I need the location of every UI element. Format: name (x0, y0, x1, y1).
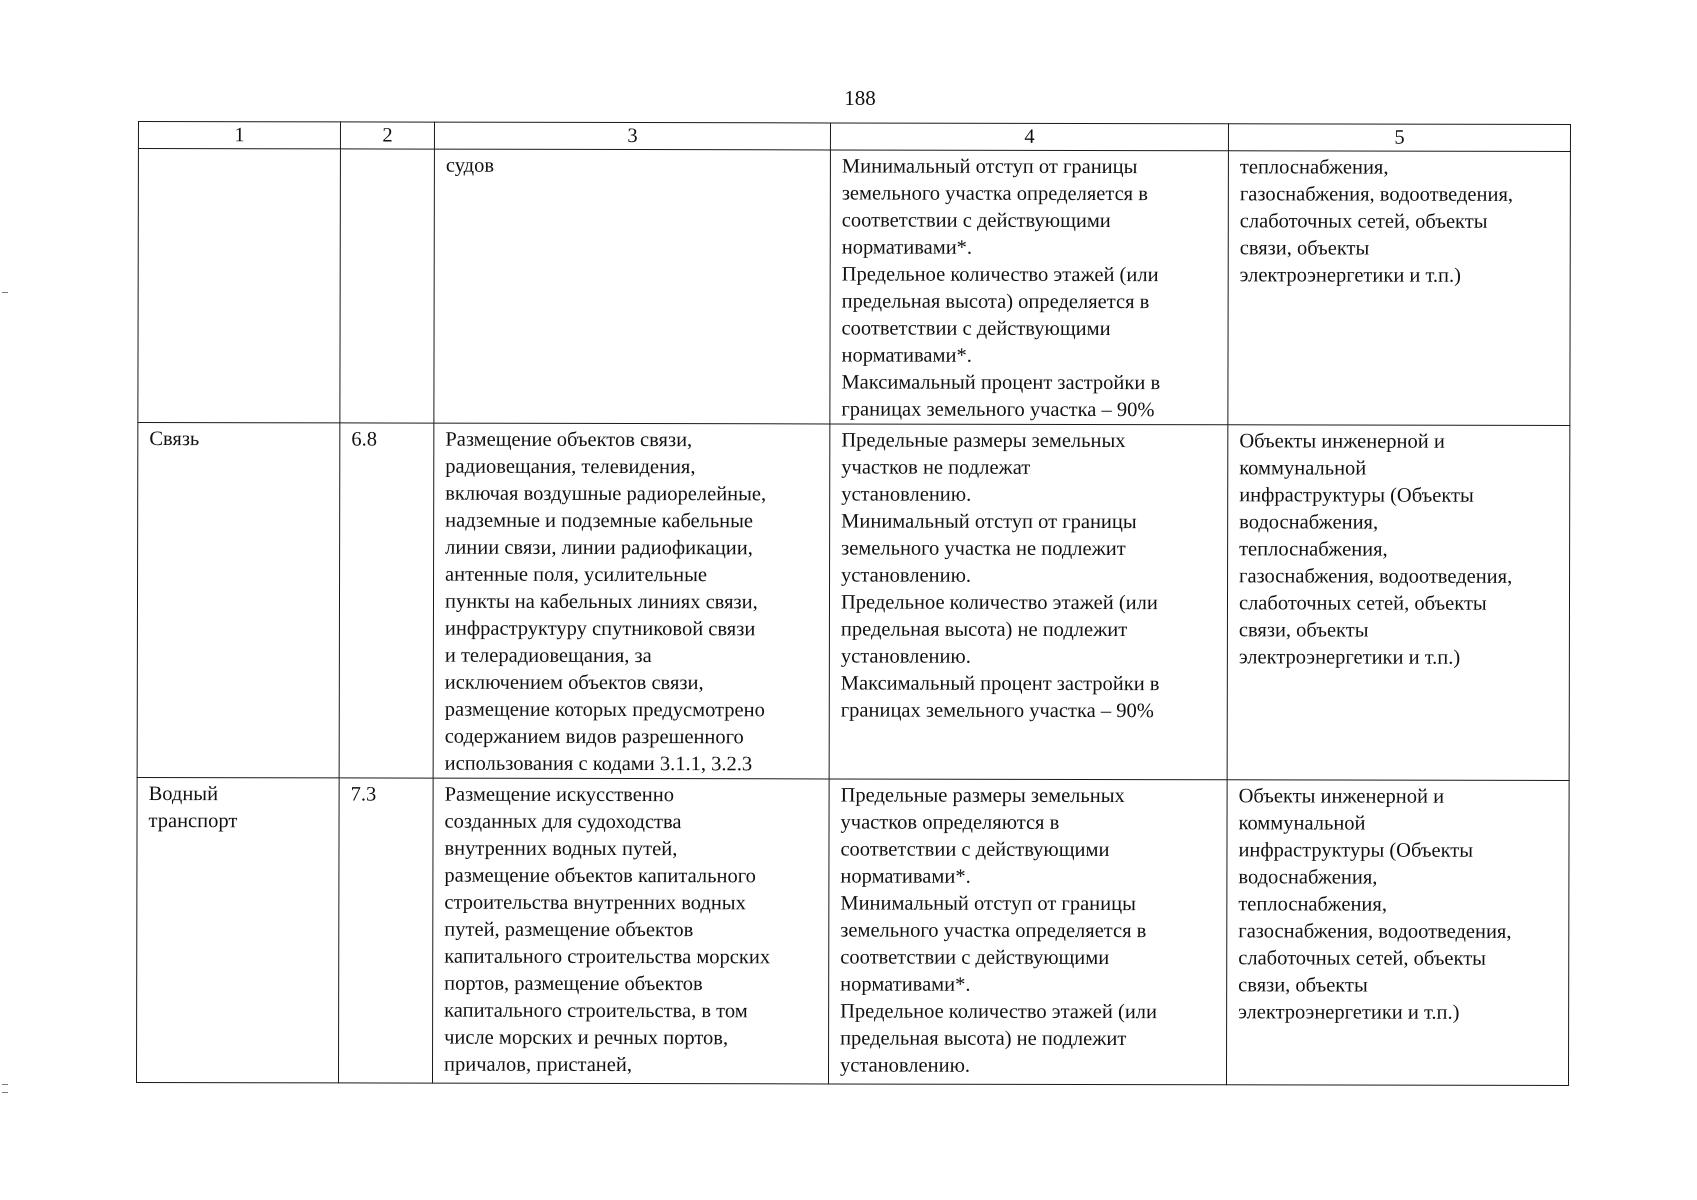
cell-text-line: земельного участка определяется в (841, 182, 1148, 206)
cell-text-line: инфраструктуры (Объекты (1239, 484, 1474, 507)
cell-text-line: слаботочных сетей, объекты (1239, 210, 1488, 233)
use-type-cell (138, 149, 341, 423)
cell-text-line: слаботочных сетей, объекты (1238, 947, 1486, 970)
cell-text-line: участков определяются в (840, 811, 1060, 834)
cell-text-line: Максимальный процент застройки в (841, 371, 1161, 395)
scan-artifact (2, 1084, 8, 1085)
description-cell (434, 149, 831, 424)
cell-text-line: связи, объекты (1238, 974, 1368, 997)
cell-text-line: надземные и подземные кабельные (445, 509, 754, 533)
cell-text-line: нормативами*. (841, 344, 972, 367)
table-row (138, 149, 1571, 426)
cell-text-line: соответствии с действующими (840, 838, 1110, 862)
column-number-2: 2 (340, 122, 434, 149)
cell-text-line: земельного участка определяется в (840, 919, 1147, 943)
cell-text-line: числе морских и речных портов, (444, 1026, 729, 1050)
table-row (136, 777, 1569, 1085)
cell-text-line: созданных для судоходства (444, 810, 682, 834)
column-number-4: 4 (830, 123, 1228, 151)
cell-text-line: содержанием видов разрешенного (444, 725, 744, 749)
cell-text-line: теплоснабжения, (1239, 156, 1389, 179)
cell-text-line: участков не подлежат (841, 456, 1031, 479)
cell-text-line: внутренних водных путей, (444, 837, 678, 861)
land-use-table (136, 121, 1571, 1086)
parameters-cell (828, 779, 1227, 1085)
cell-text-line: Водный (148, 783, 219, 806)
cell-text-line: инфраструктуры (Объекты (1238, 839, 1474, 862)
cell-text-line: теплоснабжения, (1238, 893, 1387, 916)
cell-text-line: связи, объекты (1238, 619, 1369, 642)
cell-text-line: коммунальной (1239, 457, 1367, 480)
cell-text-line: причалов, пристаней, (444, 1053, 633, 1077)
cell-text-line: нормативами*. (841, 236, 973, 259)
cell-text-line: границах земельного участка – 90% (840, 699, 1154, 723)
cell-text-line: соответствии с действующими (841, 317, 1111, 341)
cell-text-line: линии связи, линии радиофикации, (445, 536, 753, 560)
cell-text-line: Предельное количество этажей (или (840, 591, 1158, 615)
cell-text-line: Предельные размеры земельных (841, 429, 1126, 453)
cell-text-line: капитального строительства морских (444, 945, 771, 969)
table-body (136, 149, 1570, 1086)
cell-text-line: использования с кодами 3.1.1, 3.2.3 (444, 752, 753, 776)
use-type-cell (137, 423, 340, 778)
cell-text-line: установлению. (840, 1054, 971, 1077)
cell-text-line: судов (445, 154, 495, 177)
column-number-5: 5 (1228, 124, 1570, 152)
cell-text-line: Связь (149, 428, 200, 451)
cell-text-line: Минимальный отступ от границы (841, 155, 1138, 179)
cell-text-line: электроэнергетики и т.п.) (1239, 264, 1462, 287)
cell-text-line: размещение объектов капитального (444, 864, 756, 888)
auxiliary-uses-cell (1227, 425, 1570, 781)
cell-text-line: Предельное количество этажей (или (841, 263, 1159, 287)
code-cell (339, 423, 434, 778)
cell-text-line: транспорт (148, 810, 238, 833)
cell-text-line: Максимальный процент застройки в (840, 672, 1160, 696)
cell-text-line: нормативами*. (840, 973, 971, 996)
cell-text-line: соответствии с действующими (840, 946, 1110, 970)
header-row (138, 122, 1570, 152)
table-row (137, 423, 1570, 781)
cell-text-line: теплоснабжения, (1239, 538, 1388, 561)
scan-artifact (2, 292, 8, 293)
cell-text-line: нормативами*. (840, 865, 971, 888)
cell-text-line: газоснабжения, водоотведения, (1238, 920, 1512, 943)
cell-text-line: радиовещания, телевидения, (445, 455, 696, 479)
cell-text-line: установлению. (840, 645, 971, 668)
cell-text-line: капитального строительства, в том (444, 999, 748, 1023)
auxiliary-uses-cell (1226, 780, 1569, 1086)
scan-artifact (2, 1092, 8, 1093)
cell-text-line: исключением объектов связи, (444, 671, 704, 695)
cell-text-line: инфраструктуру спутниковой связи (444, 617, 756, 641)
page-number: 188 (844, 86, 876, 110)
cell-text-line: соответствии с действующими (841, 209, 1111, 233)
column-number-3: 3 (434, 122, 830, 150)
cell-text-line: Объекты инженерной и (1238, 785, 1445, 808)
cell-text-line: портов, размещение объектов (444, 972, 703, 996)
cell-text-line: строительства внутренних водных (444, 891, 746, 915)
description-cell (433, 423, 830, 779)
use-type-cell (136, 777, 339, 1082)
cell-text-line: Минимальный отступ от границы (841, 510, 1137, 534)
description-cell (432, 778, 829, 1084)
cell-text-line: 6.8 (351, 428, 377, 451)
cell-text-line: предельная высота) не подлежит (840, 1027, 1127, 1051)
cell-text-line: Предельное количество этажей (или (840, 1000, 1158, 1024)
cell-text-line: и телерадиовещания, за (444, 644, 652, 668)
cell-text-line: Размещение объектов связи, (445, 428, 693, 452)
cell-text-line: включая воздушные радиорелейные, (445, 482, 767, 506)
cell-text-line: антенные поля, усилительные (445, 563, 708, 587)
cell-text-line: размещение которых предусмотрено (444, 698, 765, 722)
cell-text-line: Предельные размеры земельных (840, 784, 1125, 808)
cell-text-line: путей, размещение объектов (444, 918, 694, 942)
auxiliary-uses-cell (1228, 151, 1571, 426)
cell-text-line: водоснабжения, (1239, 511, 1379, 534)
code-cell (340, 149, 435, 423)
cell-text-line: газоснабжения, водоотведения, (1239, 565, 1513, 588)
cell-text-line: предельная высота) не подлежит (840, 618, 1128, 642)
column-number-1: 1 (138, 122, 340, 149)
cell-text-line: 7.3 (350, 783, 377, 806)
cell-text-line: водоснабжения, (1238, 866, 1378, 889)
cell-text-line: земельного участка не подлежит (841, 537, 1126, 561)
parameters-cell (829, 424, 1228, 780)
cell-text-line: электроэнергетики и т.п.) (1238, 646, 1461, 669)
parameters-cell (830, 150, 1229, 425)
cell-text-line: связи, объекты (1239, 237, 1370, 260)
code-cell (338, 778, 433, 1083)
cell-text-line: установлению. (841, 564, 972, 587)
cell-text-line: электроэнергетики и т.п.) (1238, 1001, 1460, 1024)
cell-text-line: Размещение искусственно (444, 783, 675, 807)
cell-text-line: установлению. (841, 483, 972, 506)
cell-text-line: слаботочных сетей, объекты (1238, 592, 1487, 615)
cell-text-line: газоснабжения, водоотведения, (1239, 183, 1514, 206)
cell-text-line: пункты на кабельных линиях связи, (444, 590, 758, 614)
cell-text-line: предельная высота) определяется в (841, 290, 1150, 314)
cell-text-line: коммунальной (1238, 812, 1366, 835)
cell-text-line: Минимальный отступ от границы (840, 892, 1136, 916)
table-header (138, 122, 1570, 152)
cell-text-line: границах земельного участка – 90% (841, 398, 1155, 422)
cell-text-line: Объекты инженерной и (1239, 430, 1445, 453)
